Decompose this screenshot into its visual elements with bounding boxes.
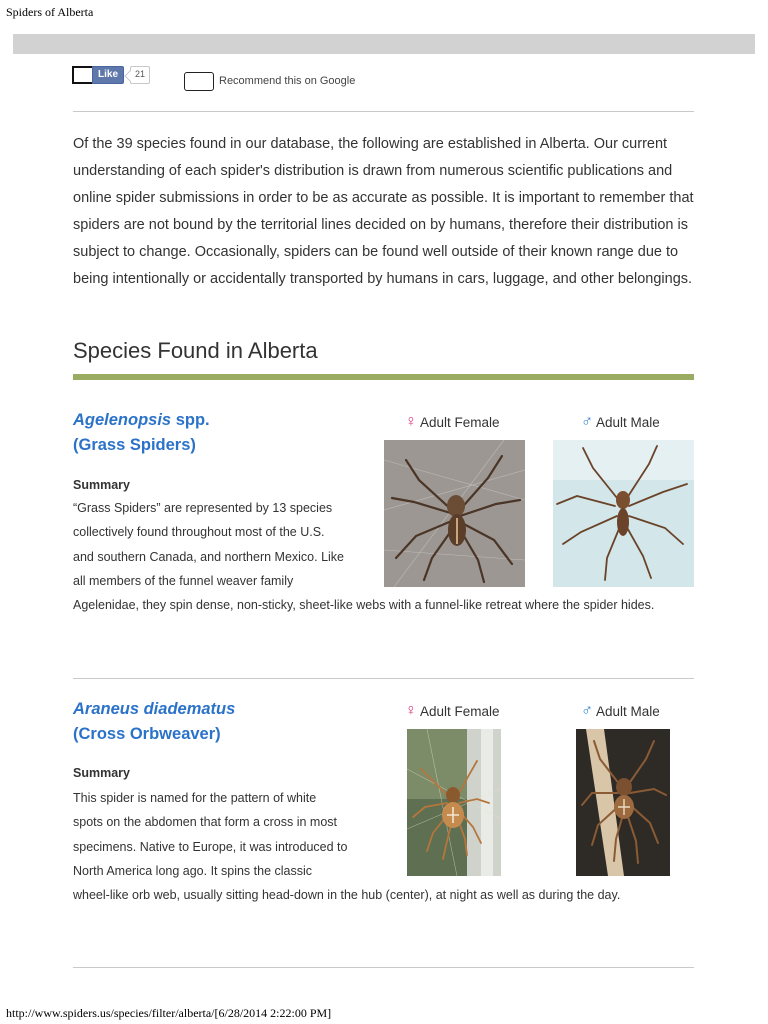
intro-paragraph: Of the 39 species found in our database, the following are established in Alberta. Our current understanding of each spider's distribution is drawn from numerous scientific publications and online spider submissions in order to be as accurate as possible. It is important to remember that spiders are not bound by the territorial lines decided on by humans, therefore their distribution is subject to change. Occasionally, spiders can be found well outside of their known range due to being intentionally or accidentally transported by humans in cars, luggage, and other belongings. [73,136,694,287]
male-icon: ♂ [581,702,593,719]
summary-label: Summary [73,766,130,780]
female-label [405,702,500,720]
google-plus-button[interactable] [184,72,214,91]
male-label-text: Adult Male [596,703,660,719]
section-title: Species Found in Alberta [73,338,318,363]
like-count: 21 [130,66,150,84]
summary-label: Summary [73,478,130,492]
like-button[interactable]: Like [92,66,124,84]
female-icon: ♀ [405,702,417,719]
common-name-link[interactable]: (Grass Spiders) [73,436,196,454]
male-icon: ♂ [581,413,593,430]
male-label-text: Adult Male [596,414,660,430]
divider [73,111,694,112]
female-label-text: Adult Female [420,703,500,719]
facebook-icon [72,66,92,84]
summary-text [73,786,695,907]
summary-body: This spider is named for the pattern of white spots on the abdomen that form a cross in most specimens. Native to Europe, it was introduced to North America long ago. It spins the classic wheel-like orb web, usually sitting head-down in the hub (center), at night as well as during the day. [73,791,621,903]
male-label [581,413,660,431]
scientific-name[interactable]: Araneus diadematus [73,700,236,718]
female-icon: ♀ [405,413,417,430]
scientific-name[interactable]: Agelenopsis [73,411,172,429]
site-nav-bar [13,34,755,54]
facebook-like-widget[interactable] [72,66,150,84]
common-name-link[interactable]: (Cross Orbweaver) [73,725,221,743]
male-label [581,702,660,720]
print-footer: http://www.spiders.us/species/filter/alberta/[6/28/2014 2:22:00 PM] [6,1006,332,1020]
print-header: Spiders of Alberta [6,5,94,19]
female-label-text: Adult Female [420,414,500,430]
section-rule [73,374,694,380]
female-label [405,413,500,431]
species-entry [73,408,695,644]
species-entry [73,697,695,937]
summary-text [73,496,695,617]
google-recommend-label: Recommend this on Google [219,75,356,87]
divider [73,967,694,968]
divider [73,678,694,679]
scientific-name-suffix[interactable]: spp. [171,411,210,429]
summary-body: “Grass Spiders” are represented by 13 species collectively found throughout most of the U.S. and southern Canada, and northern Mexico. Like all members of the funnel weaver family Agelenidae, they spin dense, non-sticky, sheet-like webs with a funnel-like retreat where the spider hides. [73,501,655,613]
